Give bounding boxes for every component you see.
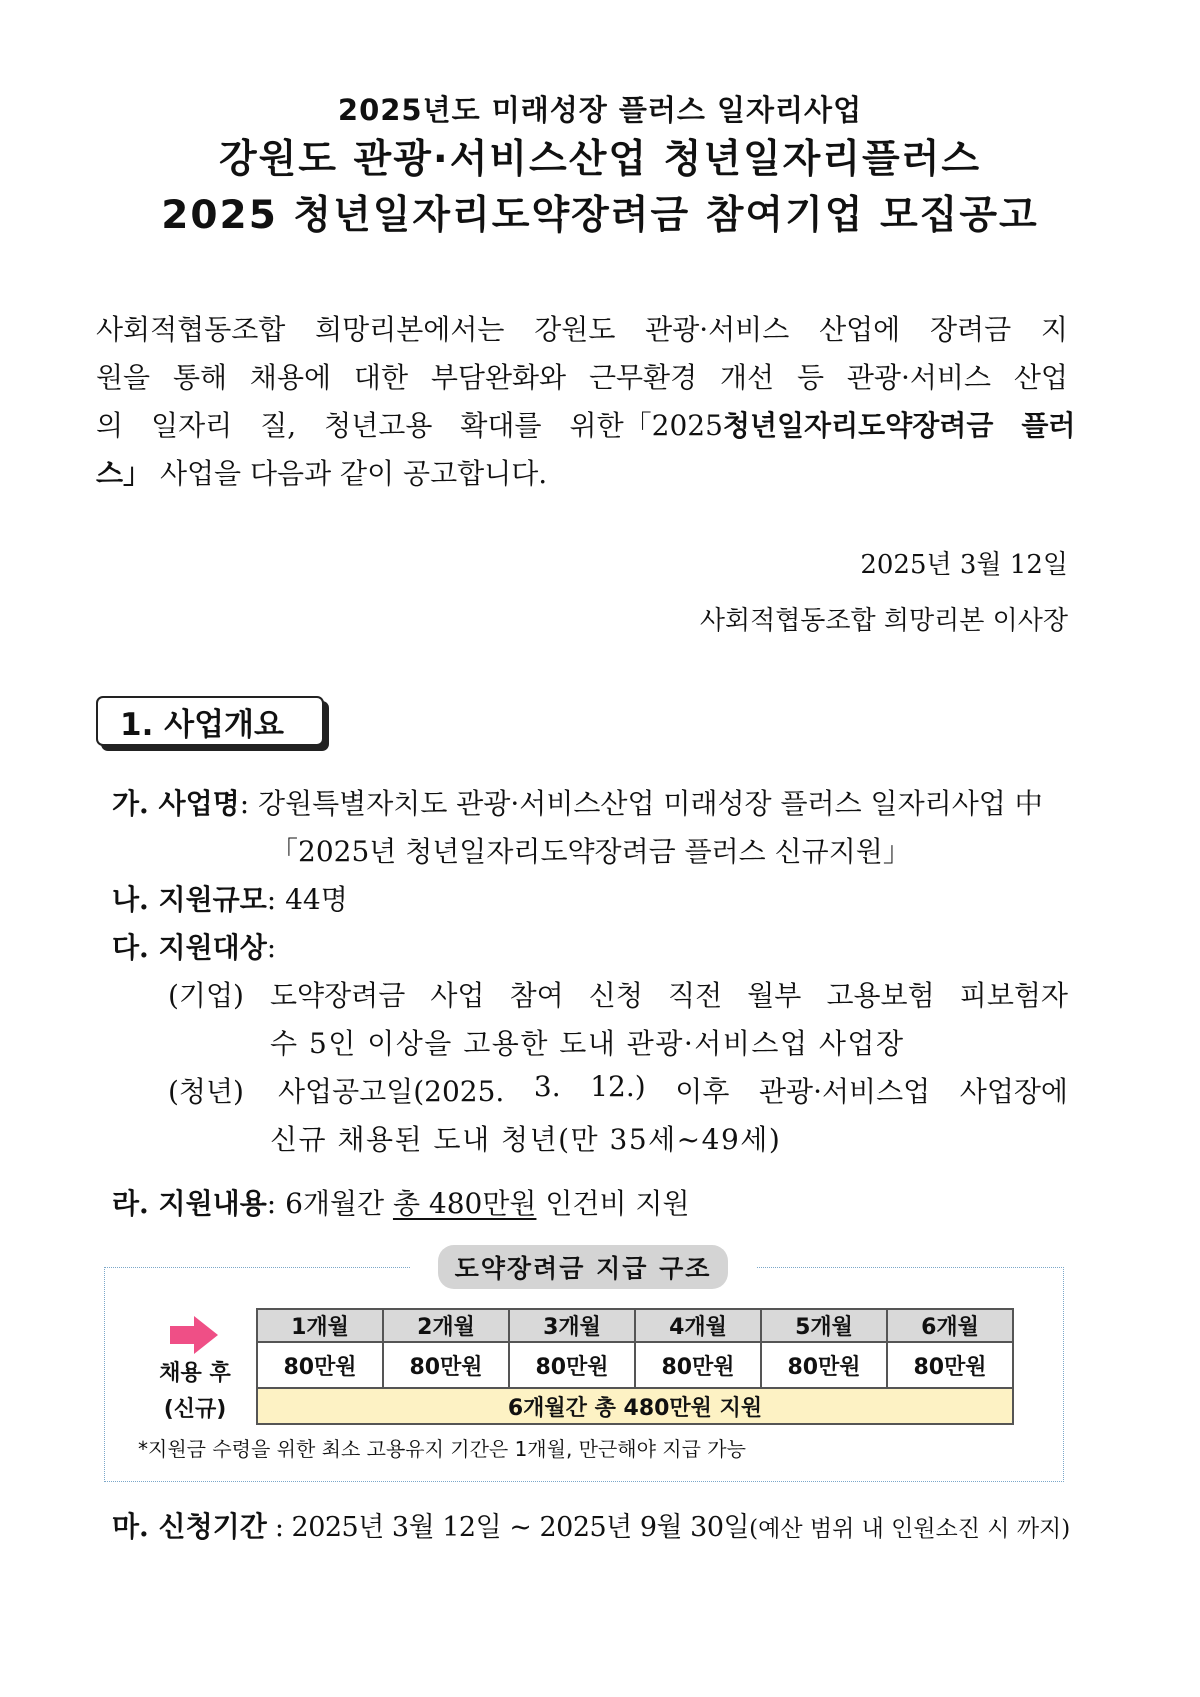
intro-line-4-bold: 스」	[96, 457, 152, 490]
company-tag: (기업)	[168, 979, 244, 1012]
item-ra-pre: : 6개월간	[266, 1187, 393, 1220]
right-arrow-icon	[170, 1316, 218, 1358]
word: 청년일자리도약장려금	[722, 409, 994, 442]
word: 직전	[668, 979, 723, 1012]
document-header	[0, 88, 1200, 244]
item-ra-post: 인건비 지원	[536, 1187, 690, 1220]
word: 참여	[509, 979, 564, 1012]
company-line-1	[270, 974, 1068, 1014]
word: 산업	[1013, 361, 1068, 394]
youth-line-1	[278, 1070, 1068, 1110]
word: 고용보험	[826, 979, 935, 1012]
payment-total-row	[257, 1388, 1013, 1424]
amount-cell: 80만원	[383, 1342, 509, 1388]
amount-cell: 80만원	[509, 1342, 635, 1388]
word: 개선	[720, 361, 775, 394]
item-ma-value: : 2025년 3월 12일 ~ 2025년 9월 30일	[266, 1512, 750, 1543]
item-na-label: 나. 지원규모	[112, 883, 267, 916]
intro-line-3	[96, 402, 1076, 450]
word: 사업장에	[959, 1075, 1068, 1108]
word: 위한「2025	[569, 409, 723, 442]
youth-tag: (청년)	[168, 1075, 244, 1108]
payment-total-cell: 6개월간 총 480만원 지원	[257, 1388, 1013, 1424]
word: 사업	[430, 979, 485, 1012]
amount-cell: 80만원	[887, 1342, 1013, 1388]
payment-row-label-line2: (신규)	[163, 1397, 227, 1422]
intro-paragraph	[96, 306, 1076, 498]
section-1-heading: 1. 사업개요	[96, 696, 324, 746]
word: 장려금	[929, 313, 1012, 346]
item-ma-label: 마. 신청기간	[112, 1510, 267, 1543]
word: 사회적협동조합	[96, 313, 286, 346]
word: 피보험자	[959, 979, 1068, 1012]
item-ma-note: (예산 범위 내 인원소진 시 까지)	[749, 1516, 1071, 1542]
word: 관광·서비스업	[758, 1075, 931, 1108]
right-arrow-shape	[170, 1316, 218, 1354]
payment-note: *지원금 수령을 위한 최소 고용유지 기간은 1개월, 만근해야 지급 가능	[138, 1437, 746, 1461]
word: 채용에	[249, 361, 332, 394]
word: 질,	[260, 409, 297, 442]
item-ma	[112, 1505, 1070, 1545]
month-cell: 4개월	[635, 1309, 761, 1342]
word: 지	[1040, 313, 1068, 346]
intro-line-1	[96, 306, 1068, 354]
word: 강원도	[534, 313, 616, 346]
month-cell: 2개월	[383, 1309, 509, 1342]
item-ra-label: 라. 지원내용	[112, 1187, 267, 1220]
item-ga-label: 가. 사업명	[112, 787, 240, 820]
payment-amount-row	[257, 1342, 1013, 1388]
word: 확대를	[460, 409, 542, 442]
item-da	[112, 926, 276, 966]
word: 3.	[533, 1070, 561, 1103]
word: 월부	[747, 979, 802, 1012]
word: 등	[796, 361, 825, 394]
word: 산업에	[819, 313, 901, 346]
item-na-value: : 44명	[266, 883, 348, 916]
item-da-label: 다. 지원대상	[112, 931, 267, 964]
word: 플러	[1021, 409, 1076, 442]
payment-box-title: 도약장려금 지급 구조	[438, 1245, 728, 1289]
amount-cell: 80만원	[257, 1342, 383, 1388]
document-title-line2: 2025 청년일자리도약장려금 참여기업 모집공고	[161, 193, 1039, 238]
intro-line-2	[96, 354, 1068, 402]
item-ga-value-line2: 「2025년 청년일자리도약장려금 플러스 신규지원」	[270, 835, 911, 868]
word: 도약장려금	[270, 979, 406, 1012]
item-ga	[112, 782, 1043, 822]
month-cell: 1개월	[257, 1309, 383, 1342]
item-ga-value: : 강원특별자치도 관광·서비스산업 미래성장 플러스 일자리사업 中	[239, 787, 1043, 820]
intro-line-3-words	[96, 402, 723, 450]
word: 신청	[588, 979, 643, 1012]
item-ra	[112, 1182, 690, 1222]
amount-cell: 80만원	[635, 1342, 761, 1388]
word: 12.)	[590, 1070, 646, 1103]
notice-date: 2025년 3월 12일	[860, 550, 1068, 580]
word: 희망리본에서는	[315, 313, 505, 346]
word: 대한	[353, 361, 409, 394]
word: 사업공고일(2025.	[278, 1075, 505, 1108]
document-subtitle: 2025년도 미래성장 플러스 일자리사업	[337, 93, 863, 127]
intro-line-4-text: 사업을 다음과 같이 공고합니다.	[151, 457, 548, 490]
word: 관광·서비스	[645, 313, 790, 346]
intro-line-3-bold	[723, 402, 1076, 450]
payment-month-row	[257, 1309, 1013, 1342]
payment-table	[256, 1308, 1014, 1425]
word: 의	[96, 409, 124, 442]
word: 청년고용	[324, 409, 433, 442]
word: 일자리	[151, 409, 233, 442]
month-cell: 5개월	[761, 1309, 887, 1342]
word: 관광·서비스	[846, 361, 992, 394]
intro-line-4	[96, 450, 1068, 498]
month-cell: 6개월	[887, 1309, 1013, 1342]
word: 원을	[96, 361, 151, 394]
item-na	[112, 878, 348, 918]
word: 부담완화와	[430, 361, 567, 394]
notice-signature: 사회적협동조합 희망리본 이사장	[699, 606, 1068, 636]
company-line-2: 수 5인 이상을 고용한 도내 관광·서비스업 사업장	[270, 1027, 905, 1060]
youth-line-2: 신규 채용된 도내 청년(만 35세~49세)	[270, 1123, 782, 1156]
payment-row-label-line1: 채용 후	[159, 1361, 231, 1386]
word: 이후	[675, 1075, 730, 1108]
payment-row-label	[150, 1356, 240, 1428]
word: 통해	[172, 361, 228, 394]
item-ra-emphasis: 총 480만원	[392, 1187, 537, 1220]
month-cell: 3개월	[509, 1309, 635, 1342]
word: 근무환경	[588, 361, 698, 394]
item-da-colon: :	[266, 931, 277, 964]
amount-cell: 80만원	[761, 1342, 887, 1388]
document-title-line1: 강원도 관광·서비스산업 청년일자리플러스	[218, 137, 982, 182]
